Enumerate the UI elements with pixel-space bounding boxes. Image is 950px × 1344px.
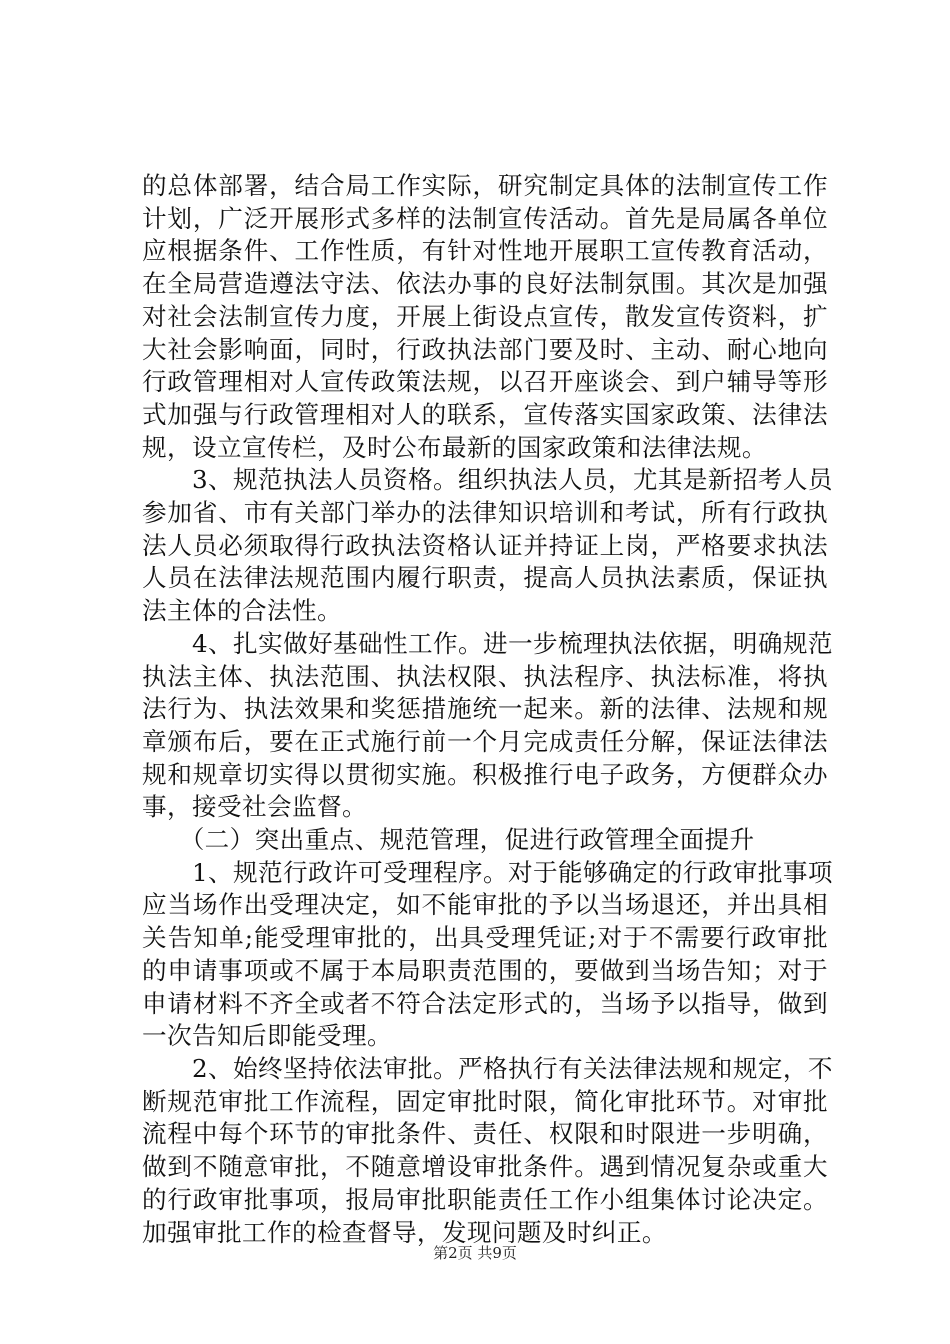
- text-line: 规和规章切实得以贯彻实施。积极推行电子政务，方便群众办: [142, 759, 828, 789]
- text-line: 法人员必须取得行政执法资格认证并持证上岗，严格要求执法: [142, 530, 828, 560]
- page-footer: 第2页 共9页: [433, 1244, 517, 1262]
- text-line: 人员在法律法规范围内履行职责，提高人员执法素质，保证执: [142, 563, 828, 593]
- text-line: （二）突出重点、规范管理，促进行政管理全面提升: [142, 825, 755, 855]
- text-line: 行政管理相对人宣传政策法规，以召开座谈会、到户辅导等形: [142, 367, 828, 397]
- text-line: 关告知单;能受理审批的，出具受理凭证;对于不需要行政审批: [142, 923, 828, 953]
- text-line: 应当场作出受理决定，如不能审批的予以当场退还，并出具相: [142, 890, 828, 920]
- text-line: 应根据条件、工作性质，有针对性地开展职工宣传教育活动，: [142, 236, 828, 266]
- text-line: 大社会影响面，同时，行政执法部门要及时、主动、耐心地向: [142, 334, 828, 364]
- text-line: 3、规范执法人员资格。组织执法人员，尤其是新招考人员: [142, 465, 833, 495]
- document-body: [142, 170, 833, 1249]
- text-line: 式加强与行政管理相对人的联系，宣传落实国家政策、法律法: [142, 399, 828, 429]
- body-text: [142, 170, 833, 1249]
- text-line: 执法主体、执法范围、执法权限、执法程序、执法标准，将执: [142, 661, 828, 691]
- text-line: 的申请事项或不属于本局职责范围的，要做到当场告知；对于: [142, 955, 828, 985]
- text-line: 2、始终坚持依法审批。严格执行有关法律法规和规定，不: [142, 1053, 833, 1083]
- text-line: 申请材料不齐全或者不符合法定形式的，当场予以指导，做到: [142, 988, 828, 1018]
- text-line: 的行政审批事项，报局审批职能责任工作小组集体讨论决定。: [142, 1184, 828, 1214]
- text-line: 章颁布后，要在正式施行前一个月完成责任分解，保证法律法: [142, 726, 828, 756]
- text-line: 断规范审批工作流程，固定审批时限，简化审批环节。对审批: [142, 1086, 828, 1116]
- text-line: 的总体部署，结合局工作实际，研究制定具体的法制宣传工作: [142, 171, 828, 200]
- text-line: 计划，广泛开展形式多样的法制宣传活动。首先是局属各单位: [142, 203, 828, 233]
- text-line: 做到不随意审批，不随意增设审批条件。遇到情况复杂或重大: [142, 1152, 828, 1182]
- text-line: 法行为、执法效果和奖惩措施统一起来。新的法律、法规和规: [142, 694, 828, 724]
- text-line: 1、规范行政许可受理程序。对于能够确定的行政审批事项: [142, 857, 833, 887]
- text-line: 事，接受社会监督。: [142, 792, 367, 822]
- text-line: 规，设立宣传栏，及时公布最新的国家政策和法律法规。: [142, 432, 767, 462]
- text-line: 参加省、市有关部门举办的法律知识培训和考试，所有行政执: [142, 498, 828, 528]
- text-line: 在全局营造遵法守法、依法办事的良好法制氛围。其次是加强: [142, 269, 828, 299]
- text-line: 4、扎实做好基础性工作。进一步梳理执法依据，明确规范: [142, 628, 833, 658]
- text-line: 加强审批工作的检查督导，发现问题及时纠正。: [142, 1217, 667, 1247]
- text-line: 流程中每个环节的审批条件、责任、权限和时限进一步明确，: [142, 1119, 828, 1149]
- text-line: 法主体的合法性。: [142, 596, 342, 626]
- text-line: 对社会法制宣传力度，开展上街设点宣传，散发宣传资料，扩: [142, 301, 828, 331]
- text-line: 一次告知后即能受理。: [142, 1021, 392, 1051]
